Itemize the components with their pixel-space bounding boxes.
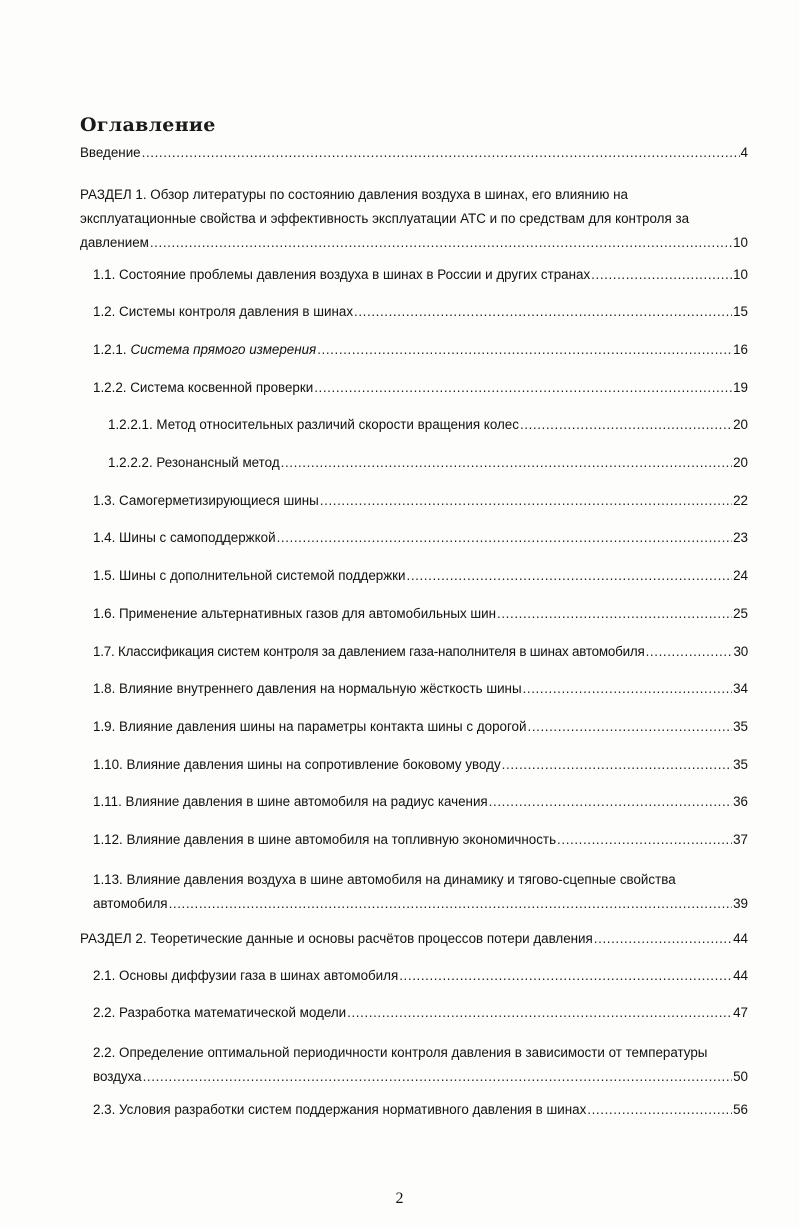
toc-entry-1-1[interactable] bbox=[93, 266, 748, 284]
leader-dots bbox=[502, 756, 732, 774]
toc-page-number: 37 bbox=[733, 832, 748, 847]
leader-dots bbox=[523, 680, 733, 698]
leader-dots bbox=[587, 1101, 732, 1119]
toc-entry-title-line-1: 1.13. Влияние давления воздуха в шине автомобиля на динамику и тягово-сцепные свойства bbox=[93, 872, 676, 887]
toc-entry-2-3[interactable] bbox=[93, 1101, 748, 1119]
toc-entry-1-9[interactable] bbox=[93, 718, 748, 736]
leader-dots bbox=[143, 1065, 732, 1089]
toc-page-number: 44 bbox=[733, 968, 748, 983]
leader-dots bbox=[317, 341, 732, 359]
toc-page-number: 16 bbox=[733, 342, 748, 357]
toc-entry-title: автомобиля bbox=[93, 896, 168, 911]
toc-entry-title: 1.1. Состояние проблемы давления воздуха в шинах в России и других странах bbox=[93, 267, 591, 282]
leader-dots bbox=[314, 379, 732, 397]
toc-entry-title: РАЗДЕЛ 2. Теоретические данные и основы расчётов процессов потери давления bbox=[80, 931, 593, 946]
leader-dots bbox=[557, 831, 732, 849]
toc-entry-title: 1.11. Влияние давления в шине автомобиля на радиус качения bbox=[93, 794, 488, 809]
toc-page-number: 35 bbox=[733, 757, 748, 772]
toc-page-number: 35 bbox=[733, 719, 748, 734]
toc-entry-title: 1.8. Влияние внутреннего давления на нормальную жёсткость шины bbox=[93, 681, 522, 696]
toc-page-number: 50 bbox=[733, 1069, 748, 1084]
toc-page-number: 34 bbox=[733, 681, 748, 696]
toc-entry-title: 1.10. Влияние давления шины на сопротивление боковому уводу bbox=[93, 757, 501, 772]
toc-page-number: 47 bbox=[733, 1005, 748, 1020]
toc-entry-title-line-1: 2.2. Определение оптимальной периодичности контроля давления в зависимости от температуры bbox=[93, 1045, 708, 1060]
leader-dots bbox=[489, 793, 732, 811]
leader-dots bbox=[520, 416, 732, 434]
leader-dots bbox=[281, 454, 732, 472]
toc-entry-title: 1.5. Шины с дополнительной системой поддержки bbox=[93, 568, 406, 583]
toc-entry-1-8[interactable] bbox=[93, 680, 748, 698]
leader-dots bbox=[646, 643, 733, 661]
toc-page-number: 30 bbox=[733, 644, 748, 659]
toc-entry-title: воздуха bbox=[93, 1069, 142, 1084]
toc-entry-title: 1.2. Системы контроля давления в шинах bbox=[93, 304, 354, 319]
toc-entry-1-12[interactable] bbox=[93, 831, 748, 849]
toc-entry-1-11[interactable] bbox=[93, 793, 748, 811]
toc-page-number: 22 bbox=[733, 493, 748, 508]
toc-entry-title: 1.6. Применение альтернативных газов для автомобильных шин bbox=[93, 606, 497, 621]
toc-entry-section-1[interactable] bbox=[80, 183, 748, 255]
toc-page-number: 36 bbox=[733, 794, 748, 809]
toc-entry-number: 1.2.1. bbox=[93, 342, 127, 357]
toc-entry-title: давлением bbox=[80, 235, 149, 250]
toc-entry-1-2-1[interactable] bbox=[93, 341, 748, 359]
toc-page-number: 4 bbox=[740, 145, 748, 160]
toc-entry-1-2[interactable] bbox=[93, 303, 748, 321]
toc-page-number: 23 bbox=[733, 530, 748, 545]
leader-dots bbox=[497, 605, 732, 623]
toc-heading: Оглавление bbox=[80, 114, 216, 136]
toc-entry-title-line-1: РАЗДЕЛ 1. Обзор литературы по состоянию давления воздуха в шинах, его влиянию на bbox=[80, 187, 628, 202]
toc-page-number: 39 bbox=[733, 896, 748, 911]
toc-entry-title: 2.2. Разработка математической модели bbox=[93, 1005, 347, 1020]
leader-dots bbox=[142, 144, 740, 162]
toc-entry-title-line-2: эксплуатационные свойства и эффективность эксплуатации АТС и по средствам для контроля за bbox=[80, 211, 690, 226]
leader-dots bbox=[150, 231, 732, 255]
toc-page-number: 15 bbox=[733, 304, 748, 319]
toc-entry-1-3[interactable] bbox=[93, 492, 748, 510]
toc-entry-1-2-2-1[interactable] bbox=[108, 416, 748, 434]
leader-dots bbox=[169, 892, 733, 916]
toc-entry-1-5[interactable] bbox=[93, 567, 748, 585]
toc-entry-title: 1.2.2. Система косвенной проверки bbox=[93, 380, 314, 395]
leader-dots bbox=[399, 967, 732, 985]
leader-dots bbox=[594, 930, 732, 948]
toc-page-number: 20 bbox=[733, 417, 748, 432]
toc-page-number: 19 bbox=[733, 380, 748, 395]
leader-dots bbox=[277, 529, 733, 547]
leader-dots bbox=[591, 266, 732, 284]
toc-entry-title: 2.1. Основы диффузии газа в шинах автомобиля bbox=[93, 968, 399, 983]
page-number: 2 bbox=[395, 1190, 404, 1207]
toc-entry-1-10[interactable] bbox=[93, 756, 748, 774]
toc-entry-title: 1.7. Классификация систем контроля за давлением газа-наполнителя в шинах автомобиля bbox=[93, 644, 645, 659]
leader-dots bbox=[528, 718, 733, 736]
toc-entry-title: 1.9. Влияние давления шины на параметры контакта шины с дорогой bbox=[93, 719, 527, 734]
toc-entry-1-2-2[interactable] bbox=[93, 379, 748, 397]
toc-entry-title: 2.3. Условия разработки систем поддержания нормативного давления в шинах bbox=[93, 1102, 587, 1117]
toc-entry-1-4[interactable] bbox=[93, 529, 748, 547]
toc-entry-title: 1.2.2.2. Резонансный метод bbox=[108, 455, 280, 470]
toc-page-number: 10 bbox=[733, 267, 748, 282]
toc-page-number: 20 bbox=[733, 455, 748, 470]
toc-entry-section-2[interactable] bbox=[80, 930, 748, 948]
toc-entry-1-2-2-2[interactable] bbox=[108, 454, 748, 472]
toc-entry-2-2-b[interactable] bbox=[93, 1041, 748, 1089]
toc-entry-2-1[interactable] bbox=[93, 967, 748, 985]
leader-dots bbox=[347, 1004, 732, 1022]
toc-page-number: 24 bbox=[733, 568, 748, 583]
toc-entry-title: Введение bbox=[80, 145, 141, 160]
toc-entry-1-6[interactable] bbox=[93, 605, 748, 623]
toc-page-number: 10 bbox=[733, 235, 748, 250]
leader-dots bbox=[320, 492, 732, 510]
toc-page-number: 25 bbox=[733, 606, 748, 621]
toc-entry-1-13[interactable] bbox=[93, 868, 748, 916]
toc-entry-intro[interactable] bbox=[80, 144, 748, 162]
toc-entry-title: 1.12. Влияние давления в шине автомобиля на топливную экономичность bbox=[93, 832, 557, 847]
toc-entry-title: 1.4. Шины с самоподдержкой bbox=[93, 530, 276, 545]
toc-entry-title: 1.2.2.1. Метод относительных различий скорости вращения колес bbox=[108, 417, 519, 432]
toc-page-number: 56 bbox=[733, 1102, 748, 1117]
toc-entry-title: 1.3. Самогерметизирующиеся шины bbox=[93, 493, 319, 508]
leader-dots bbox=[354, 303, 732, 321]
toc-page-number: 44 bbox=[733, 931, 748, 946]
toc-entry-1-7[interactable] bbox=[93, 643, 748, 661]
toc-entry-title: Система прямого измерения bbox=[130, 342, 317, 357]
leader-dots bbox=[407, 567, 733, 585]
toc-entry-2-2[interactable] bbox=[93, 1004, 748, 1022]
